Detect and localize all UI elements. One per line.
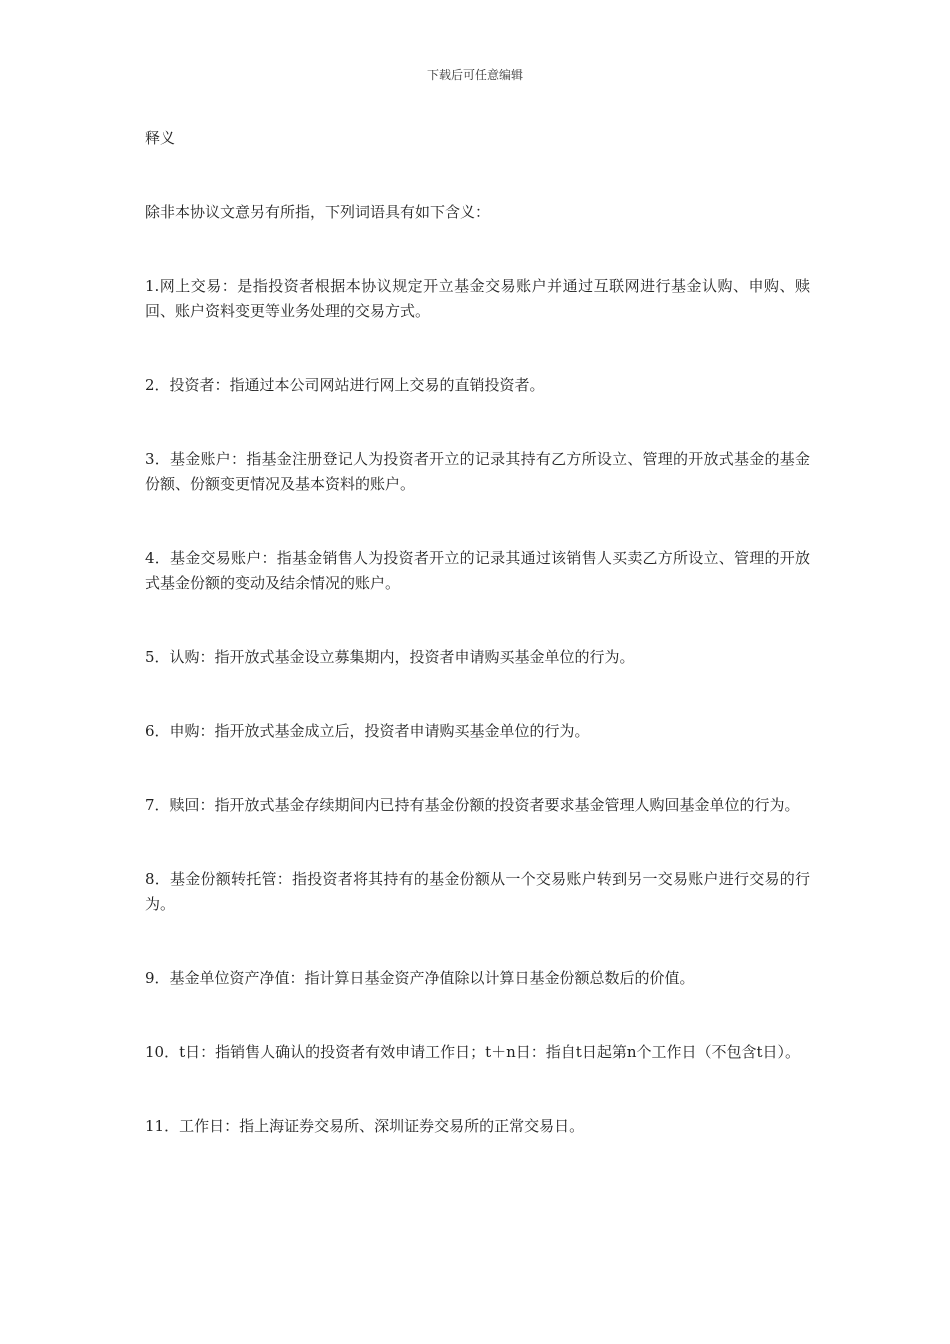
document-body <box>145 126 810 1188</box>
definition-item-6: 6．申购：指开放式基金成立后，投资者申请购买基金单位的行为。 <box>145 722 590 740</box>
definition-item-9: 9．基金单位资产净值：指计算日基金资产净值除以计算日基金份额总数后的价值。 <box>145 969 695 987</box>
definition-item-7: 7．赎回：指开放式基金存续期间内已持有基金份额的投资者要求基金管理人购回基金单位的行为。 <box>145 796 800 814</box>
definition-item-5: 5．认购：指开放式基金设立募集期内，投资者申请购买基金单位的行为。 <box>145 648 635 666</box>
definition-item-1: 1.网上交易：是指投资者根据本协议规定开立基金交易账户并通过互联网进行基金认购、申购、赎回、账户资料变更等业务处理的交易方式。 <box>145 277 810 320</box>
section-title: 释义 <box>145 129 176 147</box>
definitions-list <box>145 274 810 1139</box>
definition-item-8: 8．基金份额转托管：指投资者将其持有的基金份额从一个交易账户转到另一交易账户进行交易的行为。 <box>145 870 810 913</box>
definition-item-4: 4．基金交易账户：指基金销售人为投资者开立的记录其通过该销售人买卖乙方所设立、管理的开放式基金份额的变动及结余情况的账户。 <box>145 549 810 592</box>
intro-paragraph: 除非本协议文意另有所指，下列词语具有如下含义： <box>145 203 491 221</box>
definition-item-3: 3．基金账户：指基金注册登记人为投资者开立的记录其持有乙方所设立、管理的开放式基金的基金份额、份额变更情况及基本资料的账户。 <box>145 450 810 493</box>
definition-item-10: 10．t日：指销售人确认的投资者有效申请工作日；t＋n日：指自t日起第n个工作日（不包含t日）。 <box>145 1043 801 1061</box>
header-note: 下载后可任意编辑 <box>426 68 523 82</box>
definition-item-2: 2．投资者：指通过本公司网站进行网上交易的直销投资者。 <box>145 376 545 394</box>
definition-item-11: 11．工作日：指上海证券交易所、深圳证券交易所的正常交易日。 <box>145 1117 585 1135</box>
